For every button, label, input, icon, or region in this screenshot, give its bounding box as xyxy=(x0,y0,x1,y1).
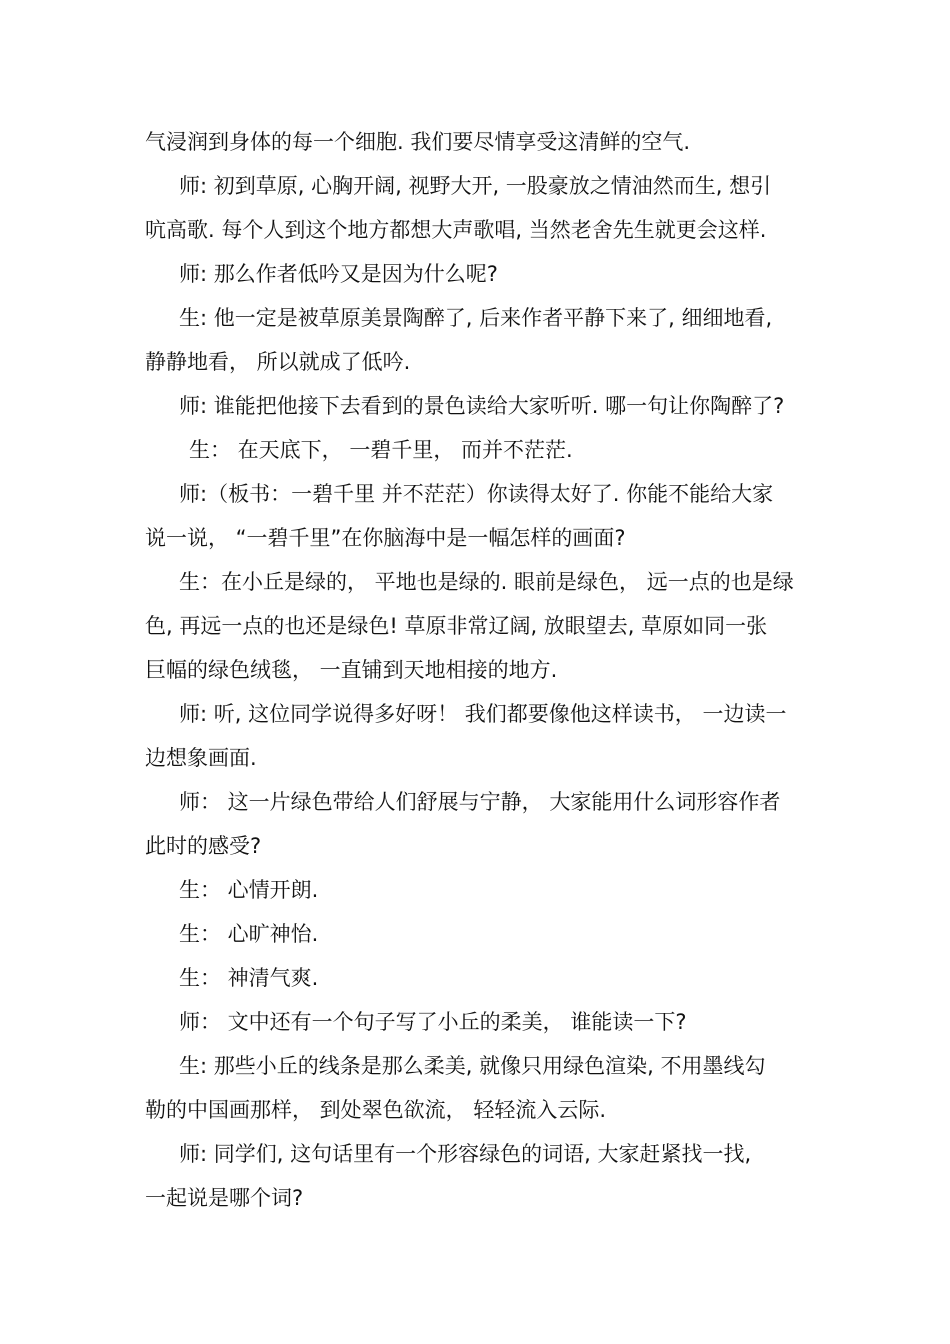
body-text xyxy=(145,120,817,1220)
text-line: 边想象画面. xyxy=(145,746,257,770)
text-line: 说一说， “一碧千里”在你脑海中是一幅怎样的画面? xyxy=(145,526,626,550)
text-line: 师: 谁能把他接下去看到的景色读给大家听听. 哪一句让你陶醉了? xyxy=(179,394,785,418)
text-line: 生： 心情开朗. xyxy=(179,878,319,902)
text-line: 师: 同学们, 这句话里有一个形容绿色的词语, 大家赶紧找一找, xyxy=(179,1142,752,1166)
text-line: 师： 文中还有一个句子写了小丘的柔美， 谁能读一下? xyxy=(179,1010,687,1034)
text-line: 此时的感受? xyxy=(145,834,262,858)
text-line: 生： 神清气爽. xyxy=(179,966,319,990)
text-line: 生：在小丘是绿的， 平地也是绿的. 眼前是绿色， 远一点的也是绿 xyxy=(179,570,794,594)
text-line: 生: 那些小丘的线条是那么柔美, 就像只用绿色渲染, 不用墨线勾 xyxy=(179,1054,766,1078)
text-line: 生: 他一定是被草原美景陶醉了, 后来作者平静下来了, 细细地看, xyxy=(179,306,773,330)
text-line: 气浸润到身体的每一个细胞. 我们要尽情享受这清鲜的空气. xyxy=(145,130,691,154)
text-line: 师: 初到草原, 心胸开阔, 视野大开, 一股豪放之情油然而生, 想引 xyxy=(179,174,772,198)
text-line: 师:（板书：一碧千里 并不茫茫）你读得太好了. 你能不能给大家 xyxy=(179,482,774,506)
text-line: 一起说是哪个词? xyxy=(145,1186,304,1210)
text-line: 生： 心旷神怡. xyxy=(179,922,319,946)
text-line: 师： 这一片绿色带给人们舒展与宁静， 大家能用什么词形容作者 xyxy=(179,790,781,814)
text-line: 勒的中国画那样， 到处翠色欲流， 轻轻流入云际. xyxy=(145,1098,607,1122)
text-line: 吭高歌. 每个人到这个地方都想大声歌唱, 当然老舍先生就更会这样. xyxy=(145,218,767,242)
text-line: 色, 再远一点的也还是绿色! 草原非常辽阔, 放眼望去, 草原如同一张 xyxy=(145,614,768,638)
text-line: 静静地看， 所以就成了低吟. xyxy=(145,350,411,374)
text-line: 巨幅的绿色绒毯， 一直铺到天地相接的地方. xyxy=(145,658,558,682)
text-line: 师: 那么作者低吟又是因为什么呢? xyxy=(179,262,498,286)
text-line: 师: 听, 这位同学说得多好呀！ 我们都要像他这样读书， 一边读一 xyxy=(179,702,787,726)
text-line: 生： 在天底下， 一碧千里， 而并不茫茫. xyxy=(189,438,573,462)
